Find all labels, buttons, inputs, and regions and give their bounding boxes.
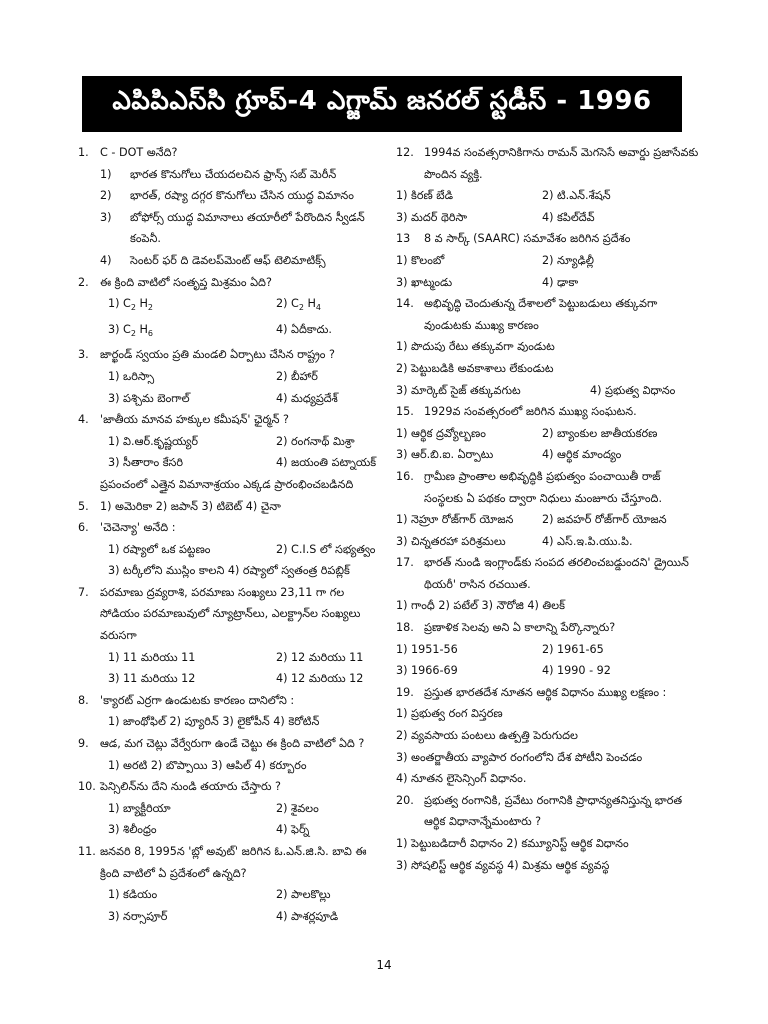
option: 1) ప్రభుత్వ రంగ విస్తరణ	[396, 707, 503, 721]
option: 4) ఎస్.ఇ.పి.యు.పి.	[542, 534, 633, 548]
option: 2) $C_2$ $H_4$	[276, 297, 322, 313]
option: 1) ఒరిస్సా	[108, 369, 155, 383]
option: 4) మధ్యప్రదేశ్	[276, 391, 338, 405]
option: 2) పెట్టుబడికి అవకాశాలు లేకుండుట	[396, 361, 554, 375]
option-text: భారత కొనుగోలు చేయదలచిన ఫ్రాన్స్ సబ్ మెరీన్	[130, 167, 337, 181]
question-number: 18.	[396, 621, 414, 635]
option-row	[396, 423, 700, 445]
question-5	[78, 496, 382, 518]
question-text: ఆడ, మగ చెట్లు వేర్వేరుగా ఉండే చెట్టు ఈ క్రింది వాటిలో ఏది ?	[100, 737, 365, 751]
option: 3) మార్కెట్ సైజ్ తక్కువగుట	[396, 383, 521, 397]
option: 3) పశ్చిమ బెంగాల్	[108, 391, 190, 405]
option: 3) ఖాట్మండు	[396, 275, 453, 289]
option	[78, 185, 382, 207]
question-1	[78, 142, 382, 272]
option: 4) ఆర్థిక మాంద్యం	[542, 448, 622, 462]
question-16	[396, 466, 700, 552]
page-title: ఎపిపిఎస్‌సి గ్రూప్-4 ఎగ్జామ్ జనరల్ స్టడీస్ - 1996	[112, 86, 652, 116]
option-number: 4)	[100, 253, 112, 267]
question-number: 12.	[396, 146, 414, 159]
options-line: 1) పెట్టుబడిదారీ విధానం 2) కమ్యూనిస్ట్ ఆర్థిక విధానం	[396, 837, 629, 850]
question-text: జనవరి 8, 1995న 'బ్లో అవుట్' జరిగిన ఓ.ఎన్.జి.సి. బావి ఈ క్రింది వాటిలో ఏ ప్రదేశంలో ఉన్నది?	[100, 845, 367, 880]
option-text: బోఫోర్స్ యుద్ధ విమానాలు తయారీలో పేరొందిన స్వీడన్ కంపెనీ.	[130, 210, 365, 246]
question-17	[396, 552, 700, 617]
option: 2) జవహర్ రోజ్‌గార్ యోజన	[542, 513, 667, 527]
question-number: 19.	[396, 685, 414, 699]
question-text: ఈ క్రింది వాటిలో సంతృప్త మిశ్రమం ఏది?	[100, 275, 272, 289]
question-text: అభివృద్ధి చెందుతున్న దేశాలలో పెట్టుబడులు తక్కువగా వుండుటకు ముఖ్య కారణం	[424, 297, 658, 332]
question-number: 10.	[78, 780, 96, 794]
option-row	[78, 452, 382, 474]
question-number: 7.	[78, 585, 89, 599]
question-text: ప్రభుత్వ రంగానికి, ప్రవేటు రంగానికి ప్రాధాన్యతనిస్తున్న భారత ఆర్థిక విధానాన్నేమంటారు ?	[424, 793, 683, 829]
question-text: 'చెచెన్యా' అనేది :	[100, 521, 176, 535]
option: 2) బీహార్	[276, 369, 318, 383]
question-13	[396, 228, 700, 293]
option: 1) 11 మరియు 11	[108, 650, 196, 664]
option: 3) సీతారాం కేసరి	[108, 456, 184, 470]
option: 4) 12 మరియు 12	[276, 672, 364, 686]
question-number: 14.	[396, 297, 414, 311]
option	[78, 250, 382, 272]
option: 2) రంగనాథ్ మిశ్రా	[276, 434, 355, 448]
question-number: 13	[396, 232, 411, 246]
option-row	[396, 639, 700, 661]
question-number: 9.	[78, 737, 89, 751]
left-column	[78, 142, 382, 927]
option	[78, 207, 382, 250]
right-column	[396, 142, 700, 876]
options-line: 3) టర్కీలోని ముస్లిం కాలని 4) రష్యాలో స్వతంత్ర రిపబ్లిక్	[108, 564, 350, 578]
option: 1) కిరణ్ బేడి	[396, 189, 453, 203]
option-row	[78, 906, 382, 928]
option: 2) టి.ఎన్.శేషన్	[542, 189, 611, 203]
option: 1) 1951-56	[396, 642, 458, 656]
question-text: ప్రణాళిక సెలవు అని ఏ కాలాన్ని పేర్కొన్నారు?	[424, 621, 616, 635]
question-text: C - DOT అనేది?	[100, 146, 178, 159]
option: 1) కొలంబో	[396, 253, 445, 267]
option: 2) న్యూఢిల్లీ	[542, 253, 594, 267]
question-15	[396, 401, 700, 466]
option-text: సెంటర్ ఫర్ ది డెవలప్‌మెంట్ ఆఫ్ టెలిమాటిక్స్	[130, 253, 326, 267]
options-line: 1) జాంథోఫిల్ 2) ప్యూరిన్ 3) లైకోపీన్ 4) కెరోటిన్	[108, 715, 320, 729]
question-number: 1.	[78, 146, 89, 159]
question-number: 5.	[78, 499, 89, 513]
option: 4) జయంతి పట్నాయక్	[276, 456, 377, 470]
option-row	[396, 509, 700, 531]
option-row	[396, 272, 700, 294]
question-14	[396, 293, 700, 401]
question-2	[78, 272, 382, 345]
question-10	[78, 776, 382, 841]
option: 3) 1966-69	[396, 664, 458, 678]
question-text: గ్రామీణ ప్రాంతాల అభివృద్ధికి ప్రభుత్వం పంచాయితీ రాజ్ సంస్థలకు ఏ పథకం ద్వారా నిధులు మంజూరు చేస్తూంది.	[424, 469, 663, 505]
option: 2) బ్యాంకుల జాతీయకరణ	[542, 426, 658, 440]
question-number: 2.	[78, 275, 89, 289]
option: 3) 11 మరియు 12	[108, 672, 196, 686]
option: 2) 12 మరియు 11	[276, 650, 364, 664]
option-number: 2)	[100, 189, 112, 203]
option-row	[396, 185, 700, 207]
question-text: 'జాతీయ మానవ హక్కుల కమీషన్' ఛైర్మన్ ?	[100, 413, 289, 427]
question-text: 8 వ సార్క్ (SAARC) సమావేశం జరిగిన ప్రదేశం	[424, 232, 631, 246]
option: 4) నూతన లైసెన్సింగ్ విధానం.	[396, 772, 527, 786]
option: 3) ఆర్.బి.ఐ. ఏర్పాటు	[396, 448, 494, 462]
option: 1) ఆర్థిక ద్రవ్యోల్బణం	[396, 426, 486, 440]
option-row	[78, 819, 382, 841]
option: 1) వి.ఆర్.కృష్ణయ్యర్	[108, 434, 198, 448]
option-row	[396, 250, 700, 272]
option-row	[396, 380, 700, 402]
question-20	[396, 790, 700, 876]
option-number: 3)	[100, 210, 112, 224]
question-text: ప్రస్తుత భారతదేశ నూతన ఆర్థిక విధానం ముఖ్య లక్షణం :	[424, 685, 667, 699]
option: 4) ప్రభుత్వ విధానం	[590, 383, 676, 397]
question-text: 'క్యారట్ ఎర్రగా ఉండుటకు కారణం దానిలోని :	[100, 693, 295, 707]
question-8	[78, 690, 382, 733]
question-text: 1994వ సంవత్సరానికిగాను రామన్ మెగసెసే అవార్డు ప్రజాసేవకు పొందిన వ్యక్తి.	[424, 146, 699, 181]
option: 3) అంతర్జాతీయ వ్యాపార రంగంలోని దేశ పోటీని పెంచడం	[396, 750, 643, 764]
option: 1) బ్యాక్టీరియా	[108, 801, 171, 815]
option: 3) $C_2$ $H_6$	[108, 322, 154, 338]
option: 2) 1961-65	[542, 642, 604, 656]
question-text: పరమాణు ద్రవ్యరాశి, పరమాణు సంఖ్యలు 23,11 గా గల సోడియం పరమాణువులో న్యూట్రాన్‌లు, ఎలక్ట్రాన్‌ల సంఖ్యలు వరుసగా	[100, 585, 361, 643]
question-12	[396, 142, 700, 228]
question-number: 3.	[78, 348, 89, 362]
question-number: 17.	[396, 556, 414, 570]
question-text: భారత్ నుండి ఇంగ్లాండ్‌కు సంపద తరలించబడ్డుందని' డ్రైయిన్ థియరీ' రాసిన రచయిత.	[424, 556, 689, 591]
option-text: భారత్, రష్యా దగ్గర కొనుగోలు చేసిన యుద్ధ విమానం	[130, 189, 354, 203]
option: 2) వ్యవసాయ పంటలు ఉత్పత్తి పెరుగుదల	[396, 729, 578, 743]
option: 4) ఢాకా	[542, 275, 579, 289]
question-number: 16.	[396, 469, 414, 483]
options-line: 1) అమెరికా 2) జపాన్ 3) టిబెట్ 4) చైనా	[100, 499, 281, 513]
option: 1) రష్యాలో ఒక పట్టణం	[108, 542, 211, 556]
option-row	[78, 668, 382, 690]
question-number: 8.	[78, 693, 89, 707]
options-line: 3) సోషలిస్ట్ ఆర్థిక వ్యవస్థ 4) మిశ్రమ ఆర్థిక వ్యవస్థ	[396, 858, 610, 872]
option: 1) కడియం	[108, 888, 158, 902]
question-number: 4.	[78, 413, 89, 427]
question-9	[78, 733, 382, 776]
option-row	[396, 531, 700, 553]
option: 2) శైవలం	[276, 801, 319, 815]
question-4	[78, 409, 382, 495]
option-row	[78, 539, 382, 561]
option: 4) పాశర్లపూడి	[276, 909, 339, 923]
option-row	[78, 293, 382, 319]
page-title-banner	[82, 76, 682, 132]
options-line: 1) గాంధీ 2) పటేల్ 3) నౌరోజి 4) తిలక్	[396, 599, 565, 613]
option-row	[78, 647, 382, 669]
option-row	[396, 207, 700, 229]
option: 1) $C_2$ $H_2$	[108, 297, 154, 313]
option: 3) మదర్ థెరిసా	[396, 210, 468, 224]
option: 3) శిలీంధ్రం	[108, 823, 157, 837]
question-6	[78, 517, 382, 582]
question-text: 1929వ సంవత్సరంలో జరిగిన ముఖ్య సంఘటన.	[424, 405, 637, 419]
option: 2) పాలకొల్లు	[276, 888, 331, 902]
option-number: 1)	[100, 167, 112, 181]
question-number: 20.	[396, 793, 414, 807]
option: 3) నర్సాపూర్	[108, 909, 168, 923]
option: 4) 1990 - 92	[542, 664, 611, 678]
question-18	[396, 617, 700, 682]
option-row	[78, 319, 382, 345]
option: 4) ఏదీకాదు.	[276, 322, 332, 336]
option-row	[396, 660, 700, 682]
option: 1) నెహ్రూ రోజ్‌గార్ యోజన	[396, 513, 514, 527]
question-19	[396, 682, 700, 790]
question-number: 6.	[78, 521, 89, 535]
option: 4) ఫెర్న్	[276, 823, 310, 837]
option-row	[78, 388, 382, 410]
question-text: పెన్సిలిన్‌ను దేని నుండి తయారు చేస్తారు ?	[100, 780, 281, 794]
question-3	[78, 344, 382, 409]
page-number: 14	[376, 958, 392, 972]
question-number: 11.	[78, 845, 96, 858]
options-line: 1) అరటి 2) బొప్పాయి 3) ఆపిల్ 4) కర్బూరం	[108, 758, 307, 772]
question-number: 15.	[396, 405, 414, 419]
option-row	[78, 366, 382, 388]
option-row	[396, 444, 700, 466]
question-7	[78, 582, 382, 690]
option: 1) పొదుపు రేటు తక్కువగా వుండుట	[396, 340, 555, 354]
question-text: ప్రపంచంలో ఎత్తైన విమానాశ్రయం ఎక్కడ ప్రారంభించబడినది	[100, 477, 354, 491]
option: 4) కపిల్‌దేవ్	[542, 210, 595, 224]
question-11	[78, 841, 382, 927]
option	[78, 164, 382, 186]
option-row	[78, 884, 382, 906]
question-text: జార్ఖండ్ స్వయం ప్రతి మండలి ఏర్పాటు చేసిన రాష్ట్రం ?	[100, 348, 335, 362]
option: 2) C.I.S లో సభ్యత్వం	[276, 542, 376, 556]
option-row	[78, 431, 382, 453]
option-row	[78, 798, 382, 820]
option: 3) చిన్నతరహా పరిశ్రమలు	[396, 534, 506, 548]
